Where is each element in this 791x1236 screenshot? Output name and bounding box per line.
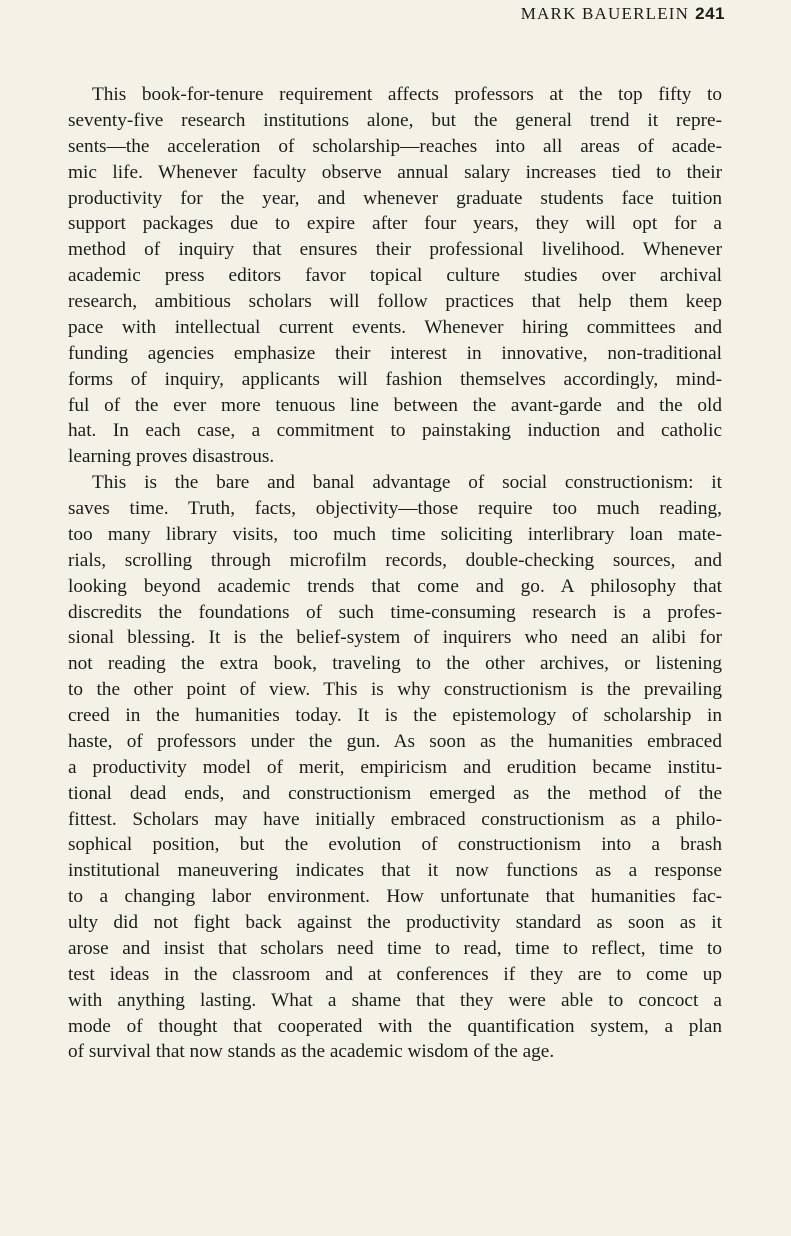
text-line: saves time. Truth, facts, objectivity—those require too much reading, xyxy=(68,498,722,519)
text-line: This book-for-tenure requirement affects professors at the top fifty to xyxy=(92,84,722,105)
text-line: funding agencies emphasize their interest in innovative, non-traditional xyxy=(68,342,722,364)
text-line: pace with intellectual current events. Whenever hiring committees and xyxy=(68,316,722,338)
text-line: seventy-five research institutions alone, but the general trend it repre- xyxy=(68,109,722,131)
body-text xyxy=(68,82,722,1065)
text-line: fittest. Scholars may have initially embraced constructionism as a philo- xyxy=(68,808,722,830)
text-line: method of inquiry that ensures their professional livelihood. Whenever xyxy=(68,239,722,261)
text-line: tional dead ends, and constructionism emerged as the method of the xyxy=(68,782,722,804)
page-number: 241 xyxy=(695,4,725,23)
text-line: to a changing labor environment. How unfortunate that humanities fac- xyxy=(68,886,722,908)
text-line: sophical position, but the evolution of constructionism into a brash xyxy=(68,834,722,856)
text-line: mode of thought that cooperated with the quantification system, a plan xyxy=(68,1015,722,1037)
text-line: forms of inquiry, applicants will fashion themselves accordingly, mind- xyxy=(68,368,722,390)
text-line: arose and insist that scholars need time to read, time to reflect, time to xyxy=(68,937,722,959)
text-line: not reading the extra book, traveling to the other archives, or listening xyxy=(68,653,722,675)
text-line: research, ambitious scholars will follow practices that help them keep xyxy=(68,291,722,312)
text-line: sional blessing. It is the belief-system of inquirers who need an alibi for xyxy=(68,627,722,649)
running-head xyxy=(521,4,725,24)
text-line: discredits the foundations of such time-consuming research is a profes- xyxy=(68,601,722,623)
text-line: This is the bare and banal advantage of social constructionism: it xyxy=(92,472,722,494)
text-line: of survival that now stands as the academic wisdom of the age. xyxy=(68,1041,555,1063)
text-line: academic press editors favor topical culture studies over archival xyxy=(68,265,722,287)
text-line: institutional maneuvering indicates that it now functions as a response xyxy=(68,860,722,882)
text-line: ulty did not fight back against the productivity standard as soon as it xyxy=(68,912,722,933)
paragraph xyxy=(68,82,722,470)
text-line: sents—the acceleration of scholarship—reaches into all areas of acade- xyxy=(68,135,722,157)
text-line: haste, of professors under the gun. As soon as the humanities embraced xyxy=(68,730,722,752)
text-line: to the other point of view. This is why constructionism is the prevailing xyxy=(68,679,722,701)
text-line: too many library visits, too much time soliciting interlibrary loan mate- xyxy=(68,523,722,545)
text-line: test ideas in the classroom and at conferences if they are to come up xyxy=(68,963,722,985)
text-line: with anything lasting. What a shame that they were able to concoct a xyxy=(68,989,722,1011)
text-line: support packages due to expire after four years, they will opt for a xyxy=(68,213,722,235)
text-line: looking beyond academic trends that come and go. A philosophy that xyxy=(68,575,722,597)
text-line: learning proves disastrous. xyxy=(68,446,275,468)
text-line: rials, scrolling through microfilm records, double-checking sources, and xyxy=(68,549,722,571)
text-line: creed in the humanities today. It is the epistemology of scholarship in xyxy=(68,705,722,726)
text-line: hat. In each case, a commitment to painstaking induction and catholic xyxy=(68,420,722,442)
text-line: mic life. Whenever faculty observe annual salary increases tied to their xyxy=(68,161,722,183)
author-name: MARK BAUERLEIN xyxy=(520,4,690,23)
text-line: productivity for the year, and whenever graduate students face tuition xyxy=(68,187,722,209)
text-line: ful of the ever more tenuous line between the avant-garde and the old xyxy=(68,394,722,416)
text-line: a productivity model of merit, empiricism and erudition became institu- xyxy=(68,756,722,778)
paragraph xyxy=(68,470,722,1065)
